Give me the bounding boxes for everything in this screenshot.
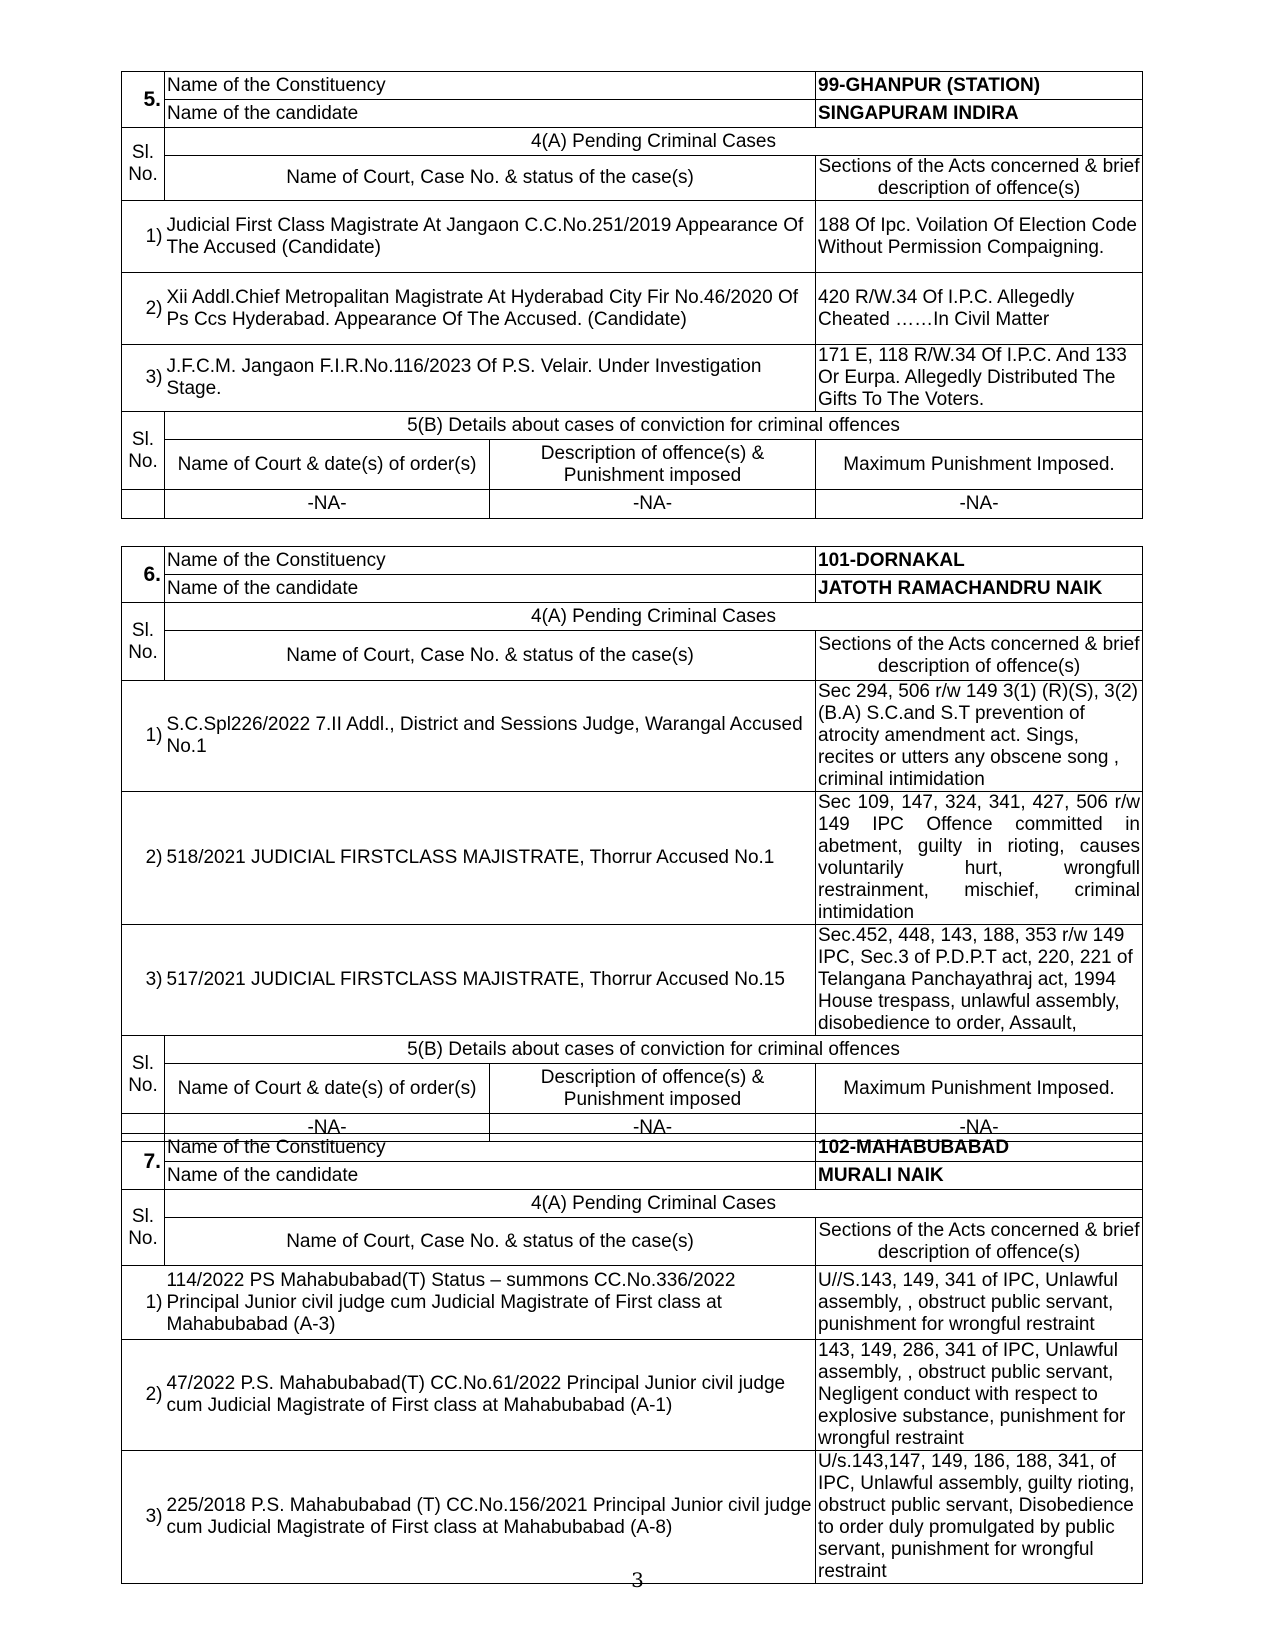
constituency-value: 101-DORNAKAL bbox=[816, 547, 1143, 575]
case-court: 518/2021 JUDICIAL FIRSTCLASS MAJISTRATE, Thorrur Accused No.1 bbox=[165, 792, 816, 925]
candidate-table-7 bbox=[121, 1133, 1143, 1584]
case-sections: Sec 294, 506 r/w 149 3(1) (R)(S), 3(2) (B.A) S.C.and S.T prevention of atrocity amendment act. Sings, recites or utters any obscene song , criminal intimidation bbox=[816, 681, 1143, 792]
sl-no-header: Sl. No. bbox=[122, 603, 165, 681]
court-case-header: Name of Court, Case No. & status of the case(s) bbox=[165, 631, 816, 681]
sl-no-header: Sl. No. bbox=[122, 128, 165, 201]
case-index: 1) bbox=[122, 1266, 165, 1340]
case-index: 2) bbox=[122, 1340, 165, 1451]
case-sections: Sec 109, 147, 324, 341, 427, 506 r/w 149 IPC Offence committed in abetment, guilty in rioting, causes voluntarily hurt, wrongfull restrainment, mischief, criminal intimidation bbox=[816, 792, 1143, 925]
blank-cell bbox=[122, 490, 165, 519]
constituency-label: Name of the Constituency bbox=[165, 1134, 816, 1162]
case-sections: U/s.143,147, 149, 186, 188, 341, of IPC, Unlawful assembly, guilty rioting, obstruct public servant, Disobedience to order duly promulgated by public servant, punishment for wrongful restraint bbox=[816, 1451, 1143, 1584]
case-sections: 420 R/W.34 Of I.P.C. Allegedly Cheated ……In Civil Matter bbox=[816, 273, 1143, 345]
case-row bbox=[122, 925, 1143, 1036]
case-sections: 171 E, 118 R/W.34 Of I.P.C. And 133 Or Eurpa. Allegedly Distributed The Gifts To The Voters. bbox=[816, 345, 1143, 412]
case-index: 1) bbox=[122, 681, 165, 792]
candidate-label: Name of the candidate bbox=[165, 575, 816, 603]
conviction-punishment: -NA- bbox=[816, 490, 1143, 519]
case-row bbox=[122, 681, 1143, 792]
case-row bbox=[122, 792, 1143, 925]
case-row bbox=[122, 1266, 1143, 1340]
case-row bbox=[122, 1340, 1143, 1451]
sections-header: Sections of the Acts concerned & brief description of offence(s) bbox=[816, 1218, 1143, 1266]
conviction-punishment: -NA- bbox=[816, 1114, 1143, 1142]
case-court: J.F.C.M. Jangaon F.I.R.No.116/2023 Of P.S. Velair. Under Investigation Stage. bbox=[165, 345, 816, 412]
constituency-label: Name of the Constituency bbox=[165, 547, 816, 575]
case-row bbox=[122, 201, 1143, 273]
sl-no-header: Sl. No. bbox=[122, 1190, 165, 1266]
candidate-value: JATOTH RAMACHANDRU NAIK bbox=[816, 575, 1143, 603]
case-index: 3) bbox=[122, 345, 165, 412]
constituency-label: Name of the Constituency bbox=[165, 72, 816, 100]
court-case-header: Name of Court, Case No. & status of the case(s) bbox=[165, 1218, 816, 1266]
page-number: 3 bbox=[631, 1568, 644, 1592]
court-case-header: Name of Court, Case No. & status of the case(s) bbox=[165, 156, 816, 201]
candidate-value: MURALI NAIK bbox=[816, 1162, 1143, 1190]
conviction-punishment-header: Maximum Punishment Imposed. bbox=[816, 1064, 1143, 1114]
sections-header: Sections of the Acts concerned & brief description of offence(s) bbox=[816, 156, 1143, 201]
constituency-value: 99-GHANPUR (STATION) bbox=[816, 72, 1143, 100]
conviction-desc-header: Description of offence(s) & Punishment imposed bbox=[490, 1064, 816, 1114]
conviction-desc: -NA- bbox=[490, 490, 816, 519]
case-sections: U//S.143, 149, 341 of IPC, Unlawful assembly, , obstruct public servant, punishment for wrongful restraint bbox=[816, 1266, 1143, 1340]
case-court: 114/2022 PS Mahabubabad(T) Status – summons CC.No.336/2022 Principal Junior civil judge cum Judicial Magistrate of First class at Mahabubabad (A-3) bbox=[165, 1266, 816, 1340]
sl-no-header: Sl. No. bbox=[122, 412, 165, 490]
conviction-court: -NA- bbox=[165, 490, 490, 519]
case-court: 225/2018 P.S. Mahabubabad (T) CC.No.156/2021 Principal Junior civil judge cum Judicial Magistrate of First class at Mahabubabad (A-8) bbox=[165, 1451, 816, 1584]
case-row bbox=[122, 345, 1143, 412]
constituency-value: 102-MAHABUBABAD bbox=[816, 1134, 1143, 1162]
entry-number: 7. bbox=[122, 1134, 165, 1190]
candidate-label: Name of the candidate bbox=[165, 100, 816, 128]
conviction-desc: -NA- bbox=[490, 1114, 816, 1142]
candidate-table-6 bbox=[121, 546, 1143, 1142]
case-court: 47/2022 P.S. Mahabubabad(T) CC.No.61/2022 Principal Junior civil judge cum Judicial Magistrate of First class at Mahabubabad (A-1) bbox=[165, 1340, 816, 1451]
candidate-table-5 bbox=[121, 71, 1143, 519]
case-sections: 188 Of Ipc. Voilation Of Election Code Without Permission Compaigning. bbox=[816, 201, 1143, 273]
case-court: S.C.Spl226/2022 7.II Addl., District and Sessions Judge, Warangal Accused No.1 bbox=[165, 681, 816, 792]
pending-cases-title: 4(A) Pending Criminal Cases bbox=[165, 1190, 1143, 1218]
case-row bbox=[122, 273, 1143, 345]
case-index: 3) bbox=[122, 925, 165, 1036]
case-court: Xii Addl.Chief Metropalitan Magistrate At Hyderabad City Fir No.46/2020 Of Ps Ccs Hyderabad. Appearance Of The Accused. (Candidate) bbox=[165, 273, 816, 345]
case-sections: 143, 149, 286, 341 of IPC, Unlawful assembly, , obstruct public servant, Negligent conduct with respect to explosive substance, punishment for wrongful restraint bbox=[816, 1340, 1143, 1451]
case-index: 3) bbox=[122, 1451, 165, 1584]
case-index: 2) bbox=[122, 792, 165, 925]
conviction-court-header: Name of Court & date(s) of order(s) bbox=[165, 1064, 490, 1114]
sections-header: Sections of the Acts concerned & brief description of offence(s) bbox=[816, 631, 1143, 681]
case-sections: Sec.452, 448, 143, 188, 353 r/w 149 IPC, Sec.3 of P.D.P.T act, 220, 221 of Telangana Panchayathraj act, 1994 House trespass, unlawful assembly, disobedience to order, Assault, bbox=[816, 925, 1143, 1036]
case-index: 2) bbox=[122, 273, 165, 345]
entry-number: 5. bbox=[122, 72, 165, 128]
candidate-label: Name of the candidate bbox=[165, 1162, 816, 1190]
conviction-punishment-header: Maximum Punishment Imposed. bbox=[816, 440, 1143, 490]
conviction-court-header: Name of Court & date(s) of order(s) bbox=[165, 440, 490, 490]
sl-no-header: Sl. No. bbox=[122, 1036, 165, 1114]
entry-number: 6. bbox=[122, 547, 165, 603]
case-row bbox=[122, 1451, 1143, 1584]
conviction-row bbox=[122, 490, 1143, 519]
case-court: Judicial First Class Magistrate At Jangaon C.C.No.251/2019 Appearance Of The Accused (Candidate) bbox=[165, 201, 816, 273]
conviction-court: -NA- bbox=[165, 1114, 490, 1142]
conviction-desc-header: Description of offence(s) & Punishment imposed bbox=[490, 440, 816, 490]
case-index: 1) bbox=[122, 201, 165, 273]
candidate-value: SINGAPURAM INDIRA bbox=[816, 100, 1143, 128]
case-court: 517/2021 JUDICIAL FIRSTCLASS MAJISTRATE, Thorrur Accused No.15 bbox=[165, 925, 816, 1036]
pending-cases-title: 4(A) Pending Criminal Cases bbox=[165, 603, 1143, 631]
pending-cases-title: 4(A) Pending Criminal Cases bbox=[165, 128, 1143, 156]
conviction-title: 5(B) Details about cases of conviction for criminal offences bbox=[165, 1036, 1143, 1064]
conviction-title: 5(B) Details about cases of conviction for criminal offences bbox=[165, 412, 1143, 440]
